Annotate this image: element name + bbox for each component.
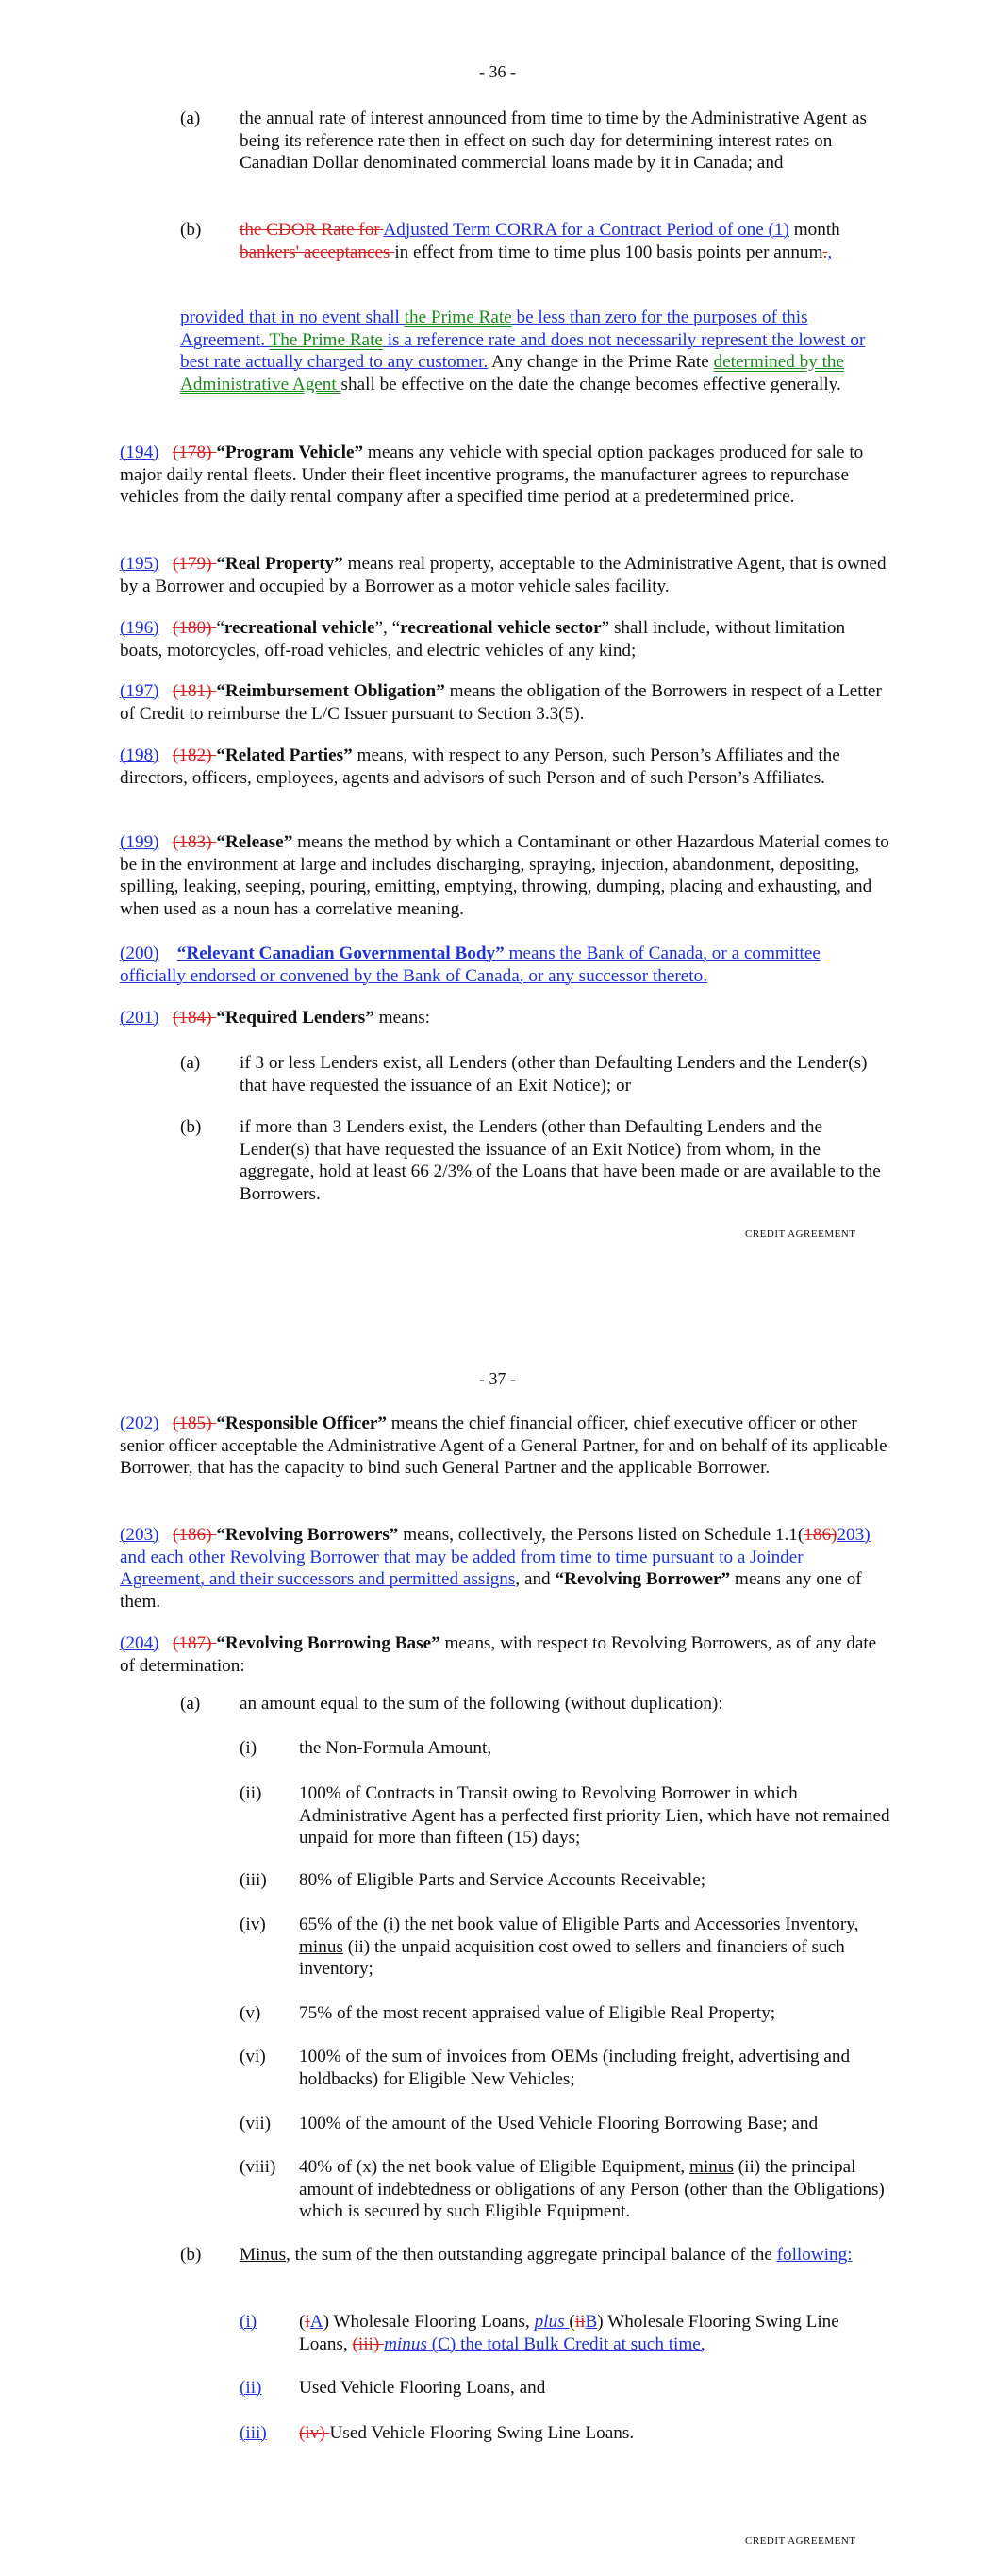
definition-recreational-vehicle [120,617,890,661]
defined-term: “Required Lenders” [216,1008,374,1028]
defined-term: “Reimbursement Obligation” [216,681,445,701]
inserted-text: (C) the total Bulk Credit at such time, [426,2333,705,2354]
defined-term: “Program Vehicle” [216,443,364,462]
moved-text: the Prime Rate [404,308,512,327]
sub-item-iii-text [299,2422,890,2445]
sub-item-i-text [299,2311,890,2355]
borrowing-base-a-text: an amount equal to the sum of the following (without duplication): [240,1694,723,1714]
text-run: Used Vehicle Flooring Swing Line Loans. [329,2423,635,2443]
borrowing-base-a-label: (a) [180,1694,201,1714]
definition-real-property [120,553,890,597]
new-section-number: (201) [120,1008,159,1028]
deleted-text: the CDOR Rate for [240,220,384,240]
deleted-text: i [305,2312,310,2332]
item-iii-text: 80% of Eligible Parts and Service Accounts Receivable; [299,1870,706,1890]
required-lenders-b-label: (b) [180,1117,202,1137]
new-section-number: (194) [120,443,159,462]
text-run: (ii) the principal amount of indebtedness or obligations of any Person (other than the Obligations) which is secured by such Eligible Equipment. [299,2157,885,2222]
sub-item-iii-label: (iii) [240,2423,267,2443]
sub-item-ii-text: Used Vehicle Flooring Loans, and [299,2378,546,2398]
clause-a-label: (a) [180,109,201,128]
inserted-text: provided that in no event shall [180,308,405,327]
item-i-label: (i) [240,1738,257,1758]
definition-text: ” shall include, without limitation boats, motorcycles, off-road vehicles, and electric vehicles of any kind; [120,618,846,661]
defined-term: “Revolving Borrowing Base” [216,1633,440,1653]
deleted-text: 186) [804,1525,837,1545]
old-section-number: (181) [172,681,217,701]
required-lenders-a-text: if 3 or less Lenders exist, all Lenders (other than Defaulting Lenders and the Lender(s) that have requested the issuance of an Exit Notice); or [240,1053,868,1096]
new-section-number: (202) [120,1413,159,1433]
text-run: ( [569,2312,575,2332]
definition-text: means the obligation of the Borrowers in respect of a Letter of Credit to reimburse the L/C Issuer pursuant to Section 3.3(5). [120,681,882,724]
minus-term: minus [299,1936,343,1957]
defined-term: “Revolving Borrowers” [216,1525,399,1545]
definition-relevant-canadian-governmental-body [120,943,890,987]
item-i-text: the Non-Formula Amount, [299,1738,492,1758]
new-section-number: (196) [120,618,159,638]
inserted-text: , [827,242,833,262]
text-run: ”, “ [374,618,401,638]
old-section-number: (187) [172,1633,217,1653]
item-vii-text: 100% of the amount of the Used Vehicle Flooring Borrowing Base; and [299,2114,819,2133]
definition-text: means, collectively, the Persons listed on Schedule 1.1( [398,1525,804,1545]
old-section-number: (180) [172,618,217,638]
footer-label: CREDIT AGREEMENT [745,2535,856,2547]
deleted-text: (iv) [299,2423,330,2443]
defined-term: “Relevant Canadian Governmental Body” [176,944,505,963]
item-ii-text: 100% of Contracts in Transit owing to Revolving Borrower in which Administrative Agent has a perfected first priority Lien, which have not remained unpaid for more than fifteen (15) days; [299,1783,890,1848]
item-v-text: 75% of the most recent appraised value of Eligible Real Property; [299,2003,776,2023]
item-v-label: (v) [240,2003,261,2023]
new-section-number: (198) [120,745,159,765]
old-section-number: (178) [172,443,217,462]
new-section-number: (197) [120,681,159,701]
deleted-text: ii [574,2312,586,2332]
item-iii-label: (iii) [240,1870,267,1890]
definition-text: means any vehicle with special option packages produced for sale to major daily rental fleets. Under their fleet incentive programs, the manufacturer agrees to repurchase vehicles from the daily rental company after a specified time period at a predetermined price. [120,443,864,508]
definition-responsible-officer [120,1413,890,1480]
deleted-text: bankers' acceptances [240,242,395,262]
item-viii-label: (viii) [240,2157,276,2177]
item-vi-text: 100% of the sum of invoices from OEMs (including freight, advertising and holdbacks) for Eligible New Vehicles; [299,2047,851,2089]
clause-a-text: the annual rate of interest announced from time to time by the Administrative Agent as being its reference rate then in effect on such day for determining interest rates on Canadian Dollar denominated commercial loans made by it in Canada; and [240,109,867,174]
inserted-text: following: [776,2245,853,2265]
new-section-number: (195) [120,554,159,574]
definition-required-lenders [120,1007,890,1029]
definition-text: means: [373,1008,431,1028]
clause-b-text [240,219,890,263]
definition-text: means, with respect to any Person, such Person’s Affiliates and the directors, officers, employees, agents and advisors of such Person and of such Person’s Affiliates. [120,745,840,788]
old-section-number: (179) [172,554,217,574]
minus-term: Minus [240,2245,287,2265]
item-vii-label: (vii) [240,2114,272,2133]
new-section-number: (199) [120,832,159,852]
definition-revolving-borrowers [120,1524,890,1613]
defined-term: recreational vehicle [224,618,375,638]
defined-term: “Related Parties” [216,745,353,765]
text-run: (ii) the unpaid acquisition cost owed to sellers and financiers of such inventory; [299,1936,845,1980]
sub-item-ii-label: (ii) [240,2378,262,2398]
moved-text: determined by the Administrative Agent [180,352,845,394]
text-run: ) Wholesale Flooring Loans, [323,2312,535,2332]
old-section-number: (182) [172,745,217,765]
item-viii-text [299,2156,890,2223]
inserted-text: ) [783,220,789,240]
text-run: “ [216,618,224,638]
text-run: , the sum of the then outstanding aggregate principal balance of the [286,2245,777,2265]
inserted-text: A [309,2312,323,2332]
definition-text: means real property, acceptable to the Administrative Agent, that is owned by a Borrower and occupied by a Borrower as a motor vehicle sales facility. [120,554,887,596]
item-iv-label: (iv) [240,1915,266,1934]
inserted-text: be less than zero for the purposes of this Agreement. [180,308,808,350]
new-section-number: (200) [120,944,159,963]
text-run: , and [515,1569,556,1590]
text-run: shall be effective on the date the change becomes effective generally. [340,374,841,394]
inserted-text: 203) and each other Revolving Borrower that may be added from time to time pursuant to a Joinder Agreement, and their successors and permitted assigns [120,1525,871,1590]
definition-text: means, with respect to Revolving Borrowers, as of any date of determination: [120,1633,877,1676]
text-run: ( [299,2312,306,2332]
defined-term: “Responsible Officer” [216,1413,387,1433]
prime-rate-proviso [180,307,890,395]
item-ii-label: (ii) [240,1783,262,1803]
deleted-text: (iii) [352,2333,385,2354]
defined-term: “Real Property” [216,554,343,574]
text-run: month [788,220,840,240]
text-run: in effect from time to time plus 100 basis points per annum [394,242,823,262]
borrowing-base-b-label: (b) [180,2245,202,2265]
old-section-number: (185) [172,1413,217,1433]
minus-term: minus [689,2157,734,2177]
required-lenders-b-text: if more than 3 Lenders exist, the Lenders (other than Defaulting Lenders and the Lender(s) that have requested the issuance of an Exit Notice) from whom, in the aggregate, hold at least 66 2/3% of the Loans that have been made or are available to the Borrowers. [240,1117,881,1204]
old-section-number: (186) [172,1525,217,1545]
definition-program-vehicle [120,442,890,509]
page-number: - 37 - [479,1369,516,1388]
inserted-text: is a reference rate and does not necessarily represent the lowest or best rate actually charged to any customer. [180,329,866,373]
item-vi-label: (vi) [240,2047,266,2066]
definition-text: means the chief financial officer, chief executive officer or other senior officer acceptable the Administrative Agent of a General Partner, for and on behalf of its applicable Borrower, that has the capacity to bind such General Partner and the applicable Borrower. [120,1413,887,1479]
defined-term: “Release” [216,832,293,852]
required-lenders-a-label: (a) [180,1053,201,1073]
text-run: means any one of them. [120,1569,862,1612]
definition-text: means the Bank of Canada, or a committee officially endorsed or convened by the Bank of Canada, or any successor thereto. [120,944,821,986]
text-run: 40% of (x) the net book value of Eligible Equipment, [299,2157,690,2177]
deleted-text: . [822,242,828,262]
defined-term: “Revolving Borrower” [555,1569,731,1590]
inserted-text: B [585,2312,598,2332]
page-number: - 36 - [479,62,516,81]
inserted-text: 1 [773,220,784,240]
moved-text: The Prime Rate [269,329,383,350]
inserted-text: Adjusted Term CORRA for a Contract Period of one ( [383,220,774,240]
text-run: Any change in the Prime Rate [488,352,714,373]
old-section-number: (183) [172,832,217,852]
inserted-text: plus [534,2312,570,2332]
page-37 [0,1307,995,2576]
definition-text: means the method by which a Contaminant or other Hazardous Material comes to be in the environment at large and includes discharging, spraying, injection, abandonment, depositing, spilling, leaking, seeping, pouring, emitting, emptying, throwing, dumping, placing and exhausting, and when used as a noun has a correlative meaning. [120,832,889,919]
old-section-number: (184) [172,1008,217,1028]
new-section-number: (203) [120,1525,159,1545]
definition-reimbursement-obligation [120,680,890,725]
borrowing-base-b-text [240,2244,890,2267]
clause-b-label: (b) [180,220,202,240]
new-section-number: (204) [120,1633,159,1653]
footer-label: CREDIT AGREEMENT [745,1229,856,1240]
definition-revolving-borrowing-base [120,1632,890,1677]
item-iv-text [299,1914,890,1981]
text-run: 65% of the (i) the net book value of Eligible Parts and Accessories Inventory, [299,1915,859,1934]
defined-term: recreational vehicle sector [400,618,602,638]
definition-release [120,831,890,920]
sub-item-i-label: (i) [240,2312,257,2332]
definition-related-parties [120,744,890,789]
text-run: ) Wholesale Flooring Swing Line Loans, [299,2312,839,2354]
inserted-text: minus [384,2333,427,2354]
